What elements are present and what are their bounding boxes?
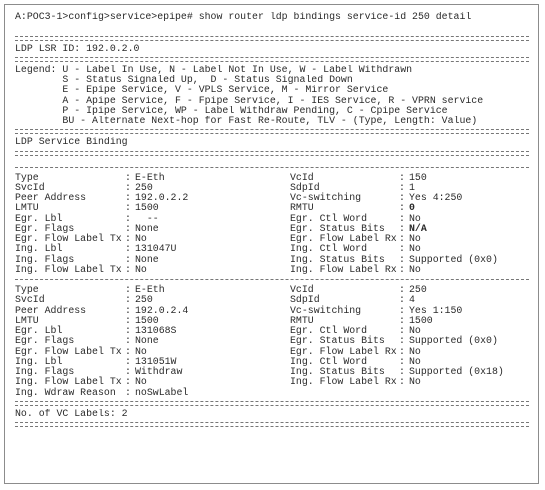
- colon: :: [399, 222, 405, 234]
- spacer: [15, 22, 535, 32]
- binding-row: [15, 234, 535, 244]
- field-value: No: [135, 376, 147, 388]
- field-value: Supported (0x0): [409, 335, 498, 347]
- field-label: RMTU: [290, 202, 314, 214]
- binding-row: [15, 265, 535, 275]
- field-value: None: [135, 222, 159, 234]
- colon: :: [125, 243, 131, 255]
- field-value: Supported (0x18): [409, 366, 504, 377]
- binding-row: [15, 173, 535, 183]
- field-label: Ing. Flags: [15, 366, 75, 377]
- field-value: No: [135, 263, 147, 275]
- field-label: Ing. Ctl Word: [290, 355, 368, 367]
- legend-line: P - Ipipe Service, WP - Label Withdraw Pending, C - Cpipe Service: [15, 105, 448, 116]
- field-value: None: [135, 253, 159, 265]
- field-label: Egr. Flags: [15, 222, 75, 234]
- binding-row: [15, 336, 535, 346]
- field-label: Peer Address: [15, 192, 87, 203]
- field-value: 250: [135, 181, 153, 193]
- field-label: Egr. Flow Label Tx: [15, 233, 122, 244]
- vc-label-count: No. of VC Labels: 2: [15, 408, 128, 419]
- field-label: SvcId: [15, 181, 45, 193]
- field-label: Ing. Status Bits: [290, 366, 385, 377]
- field-label: Ing. Ctl Word: [290, 243, 368, 255]
- colon: :: [399, 325, 405, 336]
- field-value: Yes 4:250: [409, 192, 463, 203]
- field-value: noSwLabel: [135, 386, 189, 398]
- cli-command: A:POC3-1>config>service>epipe# show router ldp bindings service-id 250 detail: [15, 12, 472, 22]
- terminal-output-panel: [4, 4, 539, 484]
- binding-row: [15, 214, 535, 224]
- colon: :: [399, 376, 405, 388]
- field-label: Ing. Lbl: [15, 243, 63, 255]
- field-value: No: [409, 355, 421, 367]
- colon: :: [125, 325, 131, 336]
- field-label: Type: [15, 284, 39, 295]
- cli-output: [15, 12, 535, 430]
- double-rule: [15, 57, 529, 62]
- field-label: Vc-switching: [290, 304, 362, 316]
- field-label: Egr. Lbl: [15, 325, 63, 336]
- binding-row: [15, 285, 535, 295]
- field-value: Withdraw: [135, 366, 183, 377]
- colon: :: [399, 366, 405, 377]
- colon: :: [125, 263, 131, 275]
- field-label: Egr. Ctl Word: [290, 212, 368, 224]
- field-label: Ing. Status Bits: [290, 253, 385, 265]
- double-rule: [15, 422, 529, 427]
- field-value: No: [409, 243, 421, 255]
- field-label: Ing. Wdraw Reason: [15, 386, 116, 398]
- colon: :: [399, 253, 405, 265]
- field-label: Ing. Flow Label Tx: [15, 263, 122, 275]
- field-label: Egr. Flow Label Rx: [290, 345, 397, 357]
- field-value: No: [135, 345, 147, 357]
- field-label: Peer Address: [15, 304, 87, 316]
- field-value: 192.0.2.2: [135, 192, 189, 203]
- colon: :: [125, 171, 131, 183]
- binding-row: [15, 347, 535, 357]
- legend-block: [15, 65, 535, 127]
- field-label: LMTU: [15, 314, 39, 326]
- legend-line: E - Epipe Service, V - VPLS Service, M - Mirror Service: [15, 85, 389, 96]
- binding-row: [15, 306, 535, 316]
- field-value: 0: [409, 202, 415, 214]
- spacer: [15, 159, 535, 163]
- double-rule: [15, 36, 529, 41]
- field-value: 1500: [409, 314, 433, 326]
- colon: :: [399, 335, 405, 347]
- field-value: 131047U: [135, 243, 177, 255]
- field-value: 131051W: [135, 355, 177, 367]
- field-label: Ing. Flow Label Rx: [290, 263, 397, 275]
- field-value: 192.0.2.4: [135, 304, 189, 316]
- colon: :: [125, 212, 131, 224]
- colon: :: [399, 243, 405, 255]
- field-value: No: [409, 325, 421, 336]
- colon: :: [125, 253, 131, 265]
- colon: :: [125, 181, 131, 193]
- field-label: Type: [15, 171, 39, 183]
- colon: :: [125, 304, 131, 316]
- field-value: No: [409, 263, 421, 275]
- field-label: Ing. Flow Label Tx: [15, 376, 122, 388]
- field-value: No: [409, 233, 421, 244]
- colon: :: [125, 366, 131, 377]
- colon: :: [399, 202, 405, 214]
- field-value: 150: [409, 171, 427, 183]
- field-value: No: [409, 345, 421, 357]
- legend-line: A - Apipe Service, F - Fpipe Service, I - IES Service, R - VPRN service: [15, 95, 484, 106]
- colon: :: [399, 171, 405, 183]
- section-title: LDP Service Binding: [15, 137, 128, 148]
- field-label: Egr. Status Bits: [290, 335, 385, 347]
- field-value: None: [135, 335, 159, 347]
- colon: :: [125, 284, 131, 295]
- colon: :: [125, 386, 131, 398]
- colon: :: [399, 263, 405, 275]
- field-label: Egr. Status Bits: [290, 222, 385, 234]
- field-label: Egr. Lbl: [15, 212, 63, 224]
- double-rule: [15, 151, 529, 156]
- double-rule: [15, 129, 529, 134]
- field-value: --: [135, 212, 159, 224]
- colon: :: [399, 345, 405, 357]
- legend-line: S - Status Signaled Up, D - Status Signaled Down: [15, 75, 353, 85]
- field-value: 250: [135, 294, 153, 306]
- colon: :: [125, 192, 131, 203]
- double-rule: [15, 401, 529, 406]
- colon: :: [399, 314, 405, 326]
- colon: :: [125, 294, 131, 306]
- field-value: Supported (0x0): [409, 253, 498, 265]
- binding-row: [15, 316, 535, 326]
- legend-line: Legend: U - Label In Use, N - Label Not In Use, W - Label Withdrawn: [15, 64, 413, 75]
- binding-row: [15, 244, 535, 254]
- binding-row: [15, 388, 535, 398]
- field-label: VcId: [290, 171, 314, 183]
- field-value: 1: [409, 181, 415, 193]
- field-value: No: [409, 376, 421, 388]
- field-value: No: [135, 233, 147, 244]
- field-value: 4: [409, 294, 415, 306]
- field-label: Egr. Flags: [15, 335, 75, 347]
- field-value: E-Eth: [135, 171, 165, 183]
- colon: :: [125, 345, 131, 357]
- field-value: No: [409, 212, 421, 224]
- field-label: RMTU: [290, 314, 314, 326]
- field-label: Ing. Flow Label Rx: [290, 376, 397, 388]
- field-value: E-Eth: [135, 284, 165, 295]
- field-label: SdpId: [290, 181, 320, 193]
- field-value: 1500: [135, 314, 159, 326]
- binding-block: [15, 285, 535, 398]
- field-value: N/A: [409, 222, 427, 234]
- field-label: Vc-switching: [290, 192, 362, 203]
- field-value: Yes 1:150: [409, 304, 463, 316]
- binding-row: [15, 203, 535, 213]
- binding-row: [15, 193, 535, 203]
- field-value: 250: [409, 284, 427, 295]
- field-label: Egr. Flow Label Rx: [290, 233, 397, 244]
- field-label: LMTU: [15, 202, 39, 214]
- colon: :: [399, 181, 405, 193]
- colon: :: [399, 233, 405, 244]
- colon: :: [399, 294, 405, 306]
- field-label: SdpId: [290, 294, 320, 306]
- colon: :: [399, 212, 405, 224]
- dashed-rule: [15, 167, 529, 168]
- field-value: 1500: [135, 202, 159, 214]
- legend-line: BU - Alternate Next-hop for Fast Re-Route, TLV - (Type, Length: Value): [15, 116, 478, 126]
- colon: :: [125, 202, 131, 214]
- dashed-rule: [15, 279, 529, 280]
- binding-block: [15, 173, 535, 276]
- binding-row: [15, 377, 535, 387]
- field-value: 131068S: [135, 325, 177, 336]
- field-label: Egr. Ctl Word: [290, 325, 368, 336]
- lsr-id: LDP LSR ID: 192.0.2.0: [15, 43, 140, 54]
- colon: :: [125, 376, 131, 388]
- colon: :: [125, 355, 131, 367]
- field-label: VcId: [290, 284, 314, 295]
- colon: :: [125, 314, 131, 326]
- field-label: Ing. Lbl: [15, 355, 63, 367]
- colon: :: [125, 222, 131, 234]
- colon: :: [125, 233, 131, 244]
- colon: :: [399, 304, 405, 316]
- colon: :: [399, 192, 405, 203]
- colon: :: [399, 284, 405, 295]
- field-label: Ing. Flags: [15, 253, 75, 265]
- colon: :: [125, 335, 131, 347]
- field-label: SvcId: [15, 294, 45, 306]
- colon: :: [399, 355, 405, 367]
- binding-row: [15, 295, 535, 305]
- field-label: Egr. Flow Label Tx: [15, 345, 122, 357]
